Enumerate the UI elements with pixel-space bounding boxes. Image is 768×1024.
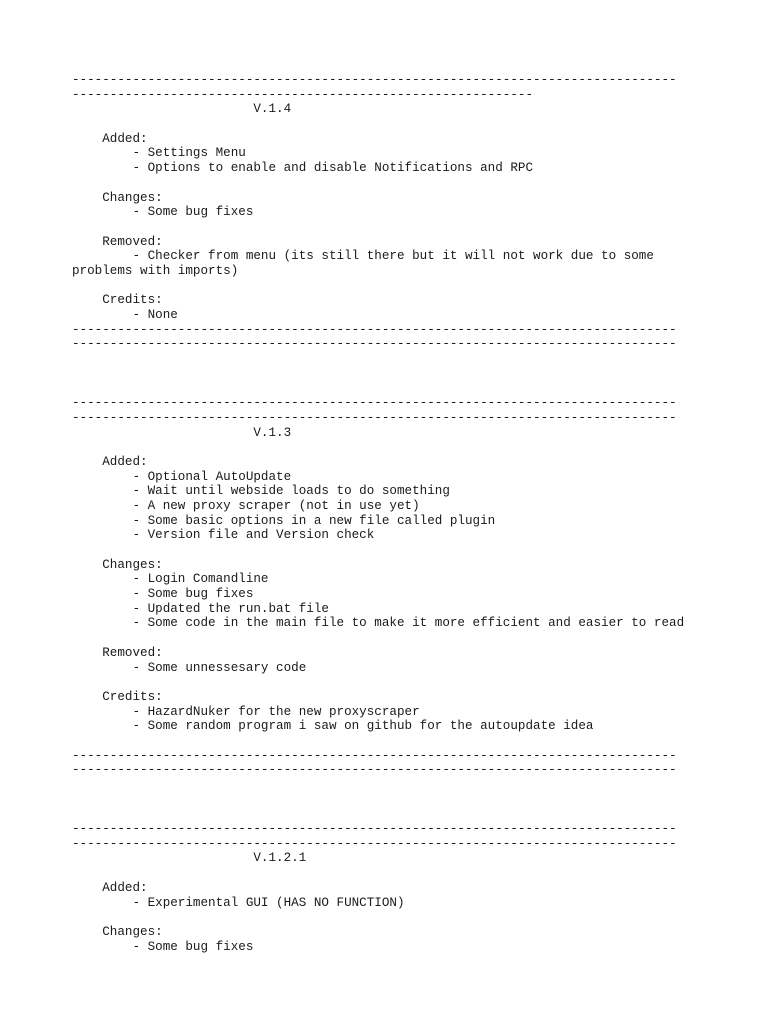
blank-line — [72, 866, 762, 881]
section-heading: Removed: — [72, 234, 163, 249]
blank-line — [72, 543, 762, 558]
text-line: problems with imports) — [72, 263, 239, 278]
changelog-item: - Experimental GUI (HAS NO FUNCTION) — [72, 895, 405, 910]
changelog-item: - None — [72, 308, 178, 322]
changelog-item: - A new proxy scraper (not in use yet) — [72, 498, 420, 513]
blank-line — [72, 631, 762, 646]
changelog-item: - Updated the run.bat file — [72, 601, 329, 616]
changelog-item: - Wait until webside loads to do something — [72, 484, 450, 499]
changelog-item: - Optional AutoUpdate — [72, 469, 292, 484]
blank-line — [72, 367, 762, 382]
changelog-item: - Version file and Version check — [72, 528, 375, 543]
changelog-item: - Settings Menu — [72, 146, 246, 161]
changelog-item: - Options to enable and disable Notifications and RPC — [72, 161, 534, 176]
separator-line: -------------------------------------------------------------------------------- — [72, 763, 677, 778]
blank-line — [72, 778, 762, 793]
section-heading: Added: — [72, 454, 148, 469]
blank-line — [72, 117, 762, 132]
changelog-item: - Some random program i saw on github for the autoupdate idea — [72, 719, 594, 734]
blank-line — [72, 220, 762, 235]
section-heading: Credits: — [72, 293, 163, 308]
separator-line: -------------------------------------------------------------------------------- — [72, 73, 677, 87]
separator-line: -------------------------------------------------------------------------------- — [72, 822, 677, 837]
version-heading: V.1.3 — [72, 425, 292, 440]
changelog-item: - Some bug fixes — [72, 939, 254, 954]
separator-line: -------------------------------------------------------------------------------- — [72, 410, 677, 425]
changelog-item: - Some unnessesary code — [72, 660, 307, 675]
section-heading: Changes: — [72, 924, 163, 939]
section-heading: Added: — [72, 880, 148, 895]
changelog-item: - Some bug fixes — [72, 587, 254, 602]
blank-line — [72, 440, 762, 455]
blank-line — [72, 910, 762, 925]
blank-line — [72, 176, 762, 191]
separator-line: -------------------------------------------------------------------------------- — [72, 396, 677, 411]
blank-line — [72, 793, 762, 808]
changelog-item: - Checker from menu (its still there but it will not work due to some — [72, 249, 654, 264]
version-heading: V.1.4 — [72, 102, 292, 117]
separator-line: -------------------------------------------------------------------------------- — [72, 322, 677, 337]
blank-line — [72, 352, 762, 367]
section-heading: Changes: — [72, 190, 163, 205]
changelog-item: - Some code in the main file to make it more efficient and easier to read — [72, 616, 685, 631]
section-heading: Added: — [72, 131, 148, 146]
section-heading: Credits: — [72, 689, 163, 704]
section-heading: Removed: — [72, 645, 163, 660]
separator-line: -------------------------------------------------------------------------------- — [72, 337, 677, 352]
separator-line: -------------------------------------------------------------------------------- — [72, 836, 677, 851]
changelog-item: - Some bug fixes — [72, 205, 254, 220]
blank-line — [72, 734, 762, 749]
blank-line — [72, 807, 762, 822]
changelog-document — [72, 73, 762, 954]
separator-line: -------------------------------------------------------------------------------- — [72, 748, 677, 763]
changelog-item: - HazardNuker for the new proxyscraper — [72, 704, 420, 719]
separator-line: ------------------------------------------------------------- — [72, 87, 534, 102]
version-heading: V.1.2.1 — [72, 851, 307, 866]
changelog-item: - Some basic options in a new file called plugin — [72, 513, 496, 528]
blank-line — [72, 675, 762, 690]
blank-line — [72, 381, 762, 396]
blank-line — [72, 279, 762, 294]
section-heading: Changes: — [72, 557, 163, 572]
changelog-item: - Login Comandline — [72, 572, 269, 587]
